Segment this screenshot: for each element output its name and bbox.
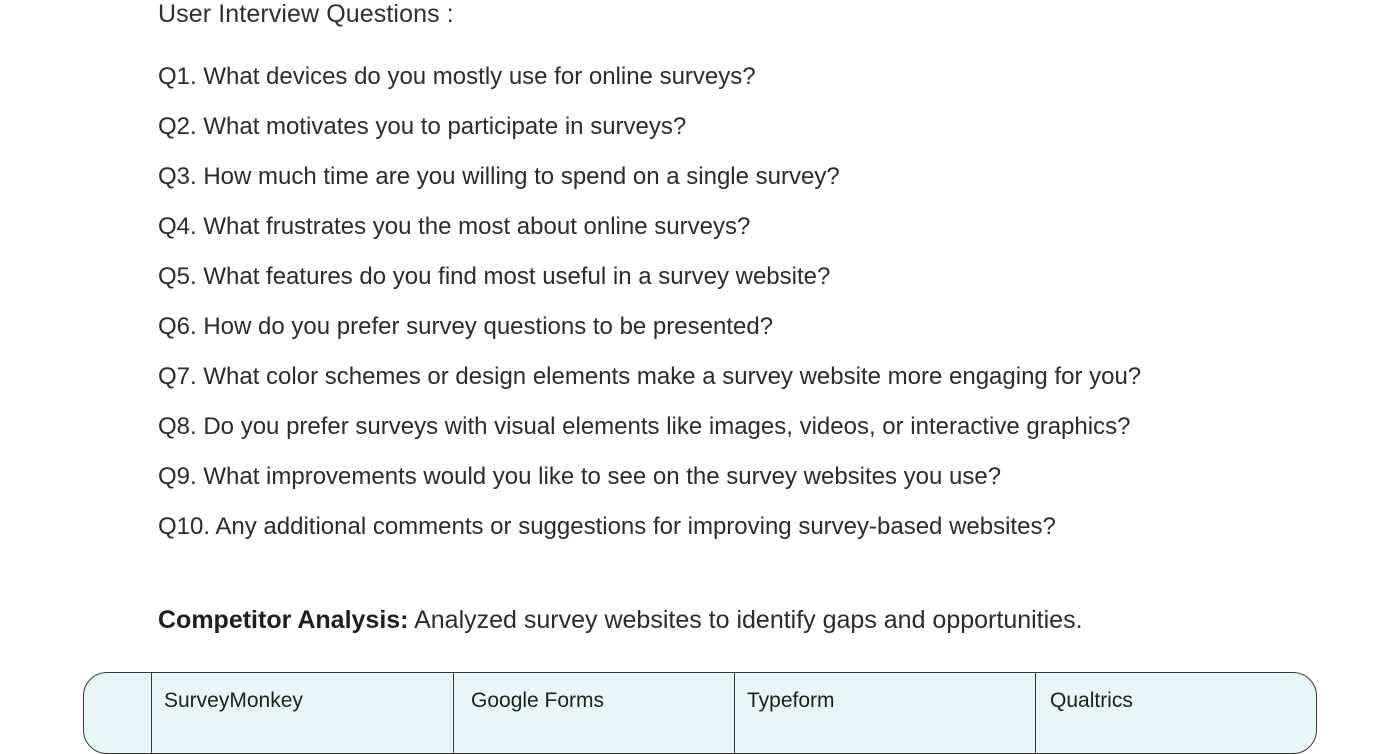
table-header-qualtrics: Qualtrics <box>1035 673 1316 753</box>
question-item: Q4. What frustrates you the most about online surveys? <box>158 213 751 240</box>
section-heading-user-interview: User Interview Questions : <box>158 0 454 28</box>
question-item: Q9. What improvements would you like to see on the survey websites you use? <box>158 463 1002 490</box>
competitor-table <box>83 672 1317 754</box>
question-item: Q6. How do you prefer survey questions to be presented? <box>158 313 774 340</box>
question-item: Q2. What motivates you to participate in surveys? <box>158 113 687 140</box>
competitor-analysis-paragraph <box>158 604 1083 636</box>
question-item: Q8. Do you prefer surveys with visual elements like images, videos, or interactive graphics? <box>158 413 1131 440</box>
table-header-empty-cell <box>84 673 151 753</box>
question-item: Q5. What features do you find most useful in a survey website? <box>158 263 831 290</box>
table-header-surveymonkey: SurveyMonkey <box>151 673 453 753</box>
question-item: Q10. Any additional comments or suggestions for improving survey-based websites? <box>158 513 1056 540</box>
table-header-typeform: Typeform <box>734 673 1035 753</box>
table-header-row <box>84 673 1316 753</box>
competitor-analysis-text: Analyzed survey websites to identify gaps and opportunities. <box>408 606 1083 634</box>
question-item: Q1. What devices do you mostly use for online surveys? <box>158 63 756 90</box>
competitor-analysis-label: Competitor Analysis: <box>158 606 409 634</box>
interview-questions-list <box>158 62 1141 562</box>
table-header-google-forms: Google Forms <box>453 673 734 753</box>
question-item: Q3. How much time are you willing to spend on a single survey? <box>158 163 840 190</box>
question-item: Q7. What color schemes or design elements make a survey website more engaging for you? <box>158 363 1142 390</box>
